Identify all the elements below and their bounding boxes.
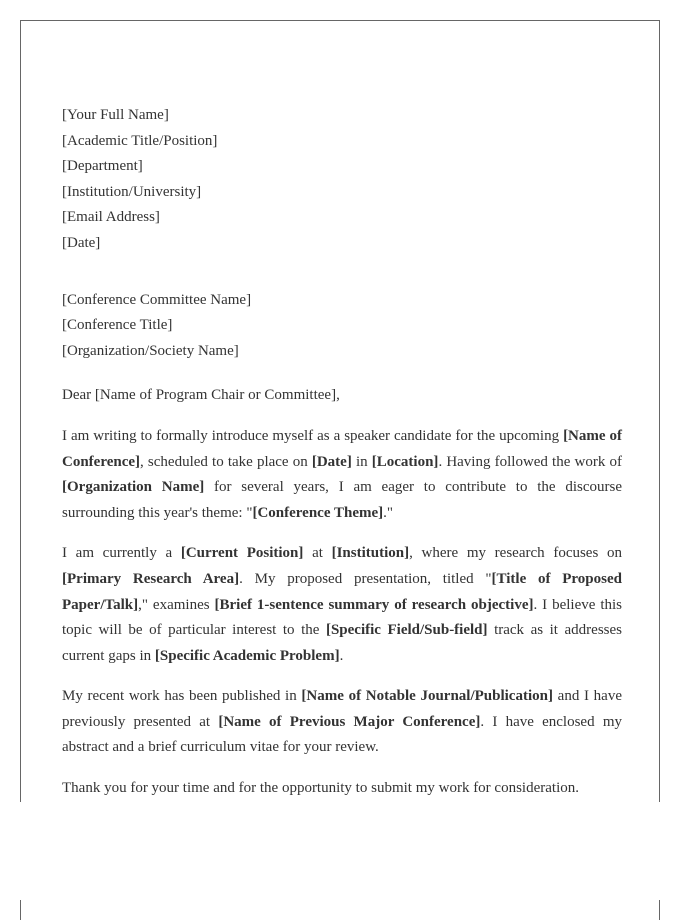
paragraph-research [62, 541, 622, 669]
placeholder-field: [Specific Field/Sub-field] [325, 622, 488, 639]
placeholder-field: [Current Position] [180, 545, 304, 562]
text-run: Thank you for your time and for the opportunity to submit my work for consideration. [62, 780, 579, 797]
text-run: . My proposed presentation, titled " [239, 570, 492, 587]
placeholder-field: [Location] [371, 453, 439, 470]
placeholder-field: [Date] [311, 453, 352, 470]
text-run: track as it addresses current gaps in [62, 622, 622, 664]
text-run: . I believe this topic will be of particular interest to the [62, 596, 622, 639]
placeholder-field: [Institution] [331, 545, 410, 562]
sender-name: [Your Full Name] [62, 107, 169, 123]
recipient-organization: [Organization/Society Name] [62, 342, 239, 359]
placeholder-field: [Primary Research Area] [62, 570, 240, 587]
text-run: , scheduled to take place on [140, 453, 312, 470]
placeholder-field: [Conference Theme] [252, 504, 384, 521]
text-run: in [351, 453, 372, 470]
sender-date: [Date] [62, 234, 101, 251]
salutation: Dear [Name of Program Chair or Committee], [62, 387, 340, 404]
text-run: at [303, 545, 332, 562]
letter-body [62, 103, 622, 817]
sender-block [62, 103, 622, 257]
spacer [62, 257, 622, 288]
paragraph-introduction [62, 424, 622, 526]
recipient-block [62, 288, 622, 365]
text-run: I am writing to formally introduce myself as a speaker candidate for the upcoming [62, 427, 564, 444]
paragraph-publications [62, 684, 622, 761]
recipient-committee: [Conference Committee Name] [62, 291, 252, 308]
placeholder-field: [Name of Conference] [62, 427, 622, 470]
sender-department: [Department] [62, 158, 143, 175]
text-run: ," examines [138, 596, 215, 613]
text-run: for several years, I am eager to contribute to the discourse surrounding this year's theme: " [62, 479, 622, 521]
placeholder-field: [Organization Name] [62, 479, 205, 496]
sender-email: [Email Address] [62, 209, 160, 226]
text-run: I am currently a [62, 545, 181, 562]
text-run: My recent work has been published in [62, 688, 302, 705]
paragraph-closing [62, 776, 622, 802]
placeholder-field: [Brief 1-sentence summary of research objective] [214, 596, 534, 613]
page-cutoff [0, 802, 700, 900]
text-run: ." [383, 504, 394, 521]
placeholder-field: [Specific Academic Problem] [154, 647, 340, 664]
text-run: , where my research focuses on [409, 545, 622, 562]
placeholder-field: [Name of Notable Journal/Publication] [301, 688, 553, 705]
spacer [62, 364, 622, 383]
placeholder-field: [Name of Previous Major Conference] [218, 713, 481, 730]
sender-title: [Academic Title/Position] [62, 132, 218, 149]
recipient-conference-title: [Conference Title] [62, 317, 173, 334]
text-run: . Having followed the work of [438, 453, 622, 470]
placeholder-field: [Title of Proposed Paper/Talk] [62, 570, 622, 613]
sender-institution: [Institution/University] [62, 183, 202, 200]
text-run: and I have previously presented at [62, 688, 622, 730]
letter-page [20, 20, 660, 920]
text-run: . I have enclosed my abstract and a brief curriculum vitae for your review. [62, 713, 622, 756]
text-run: . [339, 647, 344, 664]
